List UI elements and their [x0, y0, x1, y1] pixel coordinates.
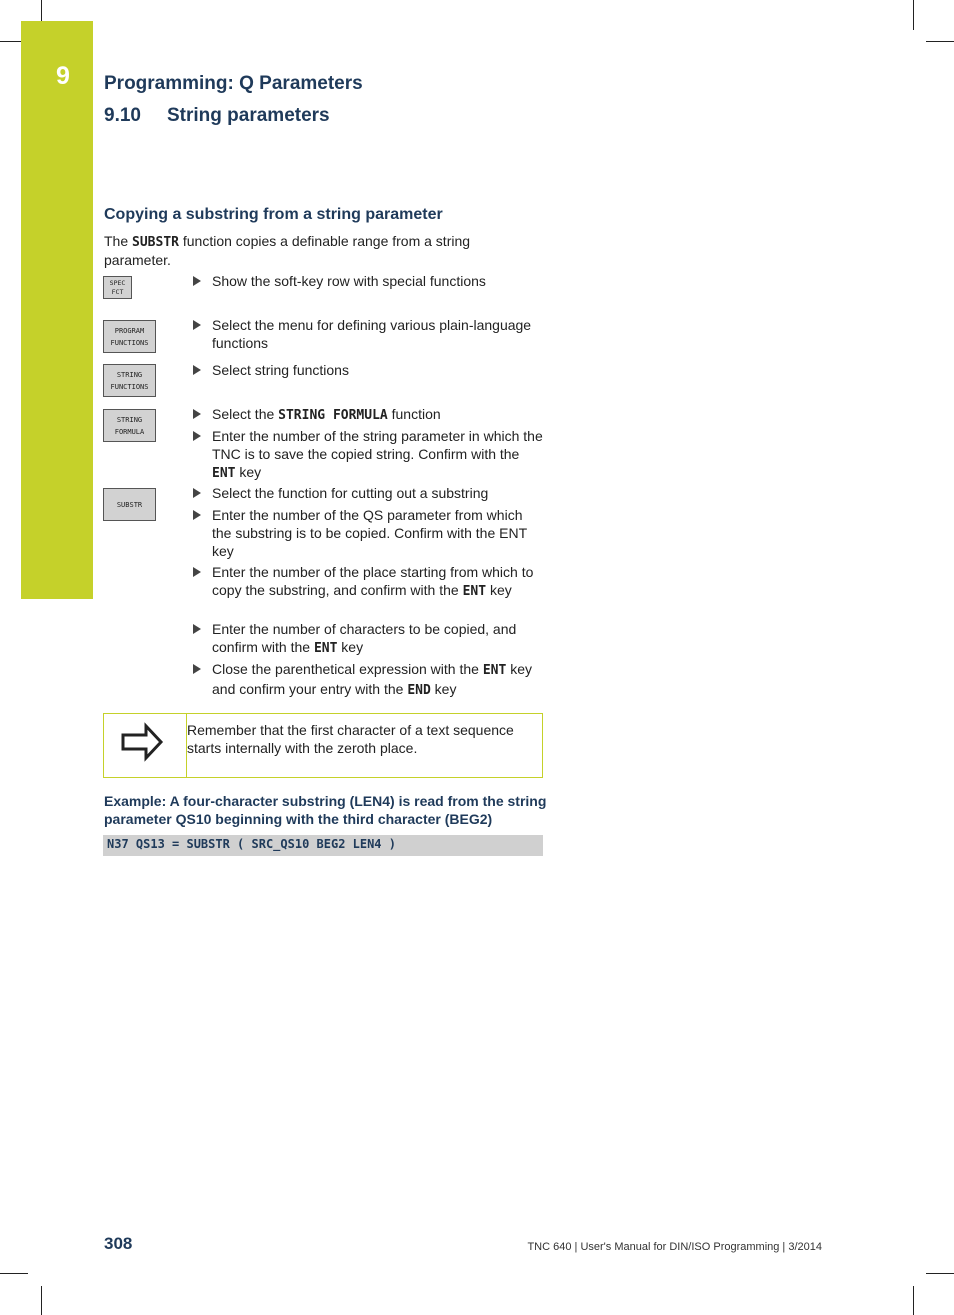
intro-text: The	[104, 233, 133, 249]
softkey-label: FCT	[111, 287, 124, 296]
step-item	[193, 484, 543, 502]
triangle-bullet-icon	[193, 276, 201, 286]
step-text	[212, 563, 543, 601]
example-title: Example: A four-character substring (LEN4) is read from the string parameter QS10 beginning with the third character (BEG2)	[104, 793, 547, 827]
page-heading: Copying a substring from a string parameter	[104, 206, 443, 223]
step-item	[193, 563, 543, 601]
softkey-string-formula[interactable]	[103, 409, 156, 442]
step-item	[193, 427, 543, 483]
step-item	[193, 405, 543, 425]
crop-mark	[0, 41, 21, 42]
triangle-bullet-icon	[193, 320, 201, 330]
note-text: Remember that the first character of a text sequence starts internally with the zeroth place.	[187, 722, 514, 756]
softkey-substr[interactable]	[103, 488, 156, 521]
section-title	[104, 105, 330, 127]
step-text-part: function	[387, 406, 441, 422]
softkey-label: SUBSTR	[116, 500, 143, 509]
step-text-part: key and confirm your entry with the	[212, 661, 532, 697]
step-code: ENT	[212, 466, 236, 481]
step-code: ENT	[482, 663, 507, 678]
step-item	[193, 361, 543, 379]
crop-mark	[41, 0, 42, 21]
step-text-part: key	[337, 639, 364, 655]
step-text	[212, 484, 543, 502]
step-item	[193, 660, 543, 700]
crop-mark	[913, 0, 914, 30]
softkey-program-functions[interactable]	[103, 320, 156, 353]
step-code: ENT	[462, 584, 487, 599]
step-text-part: Select the menu for defining various plain-language functions	[212, 317, 532, 351]
crop-mark	[926, 41, 954, 42]
step-text-part: Enter the number of characters to be copied, and confirm with the	[212, 621, 517, 655]
chapter-title: Programming: Q Parameters	[104, 73, 363, 94]
intro-text: function copies a definable range from a string parameter.	[104, 233, 471, 268]
step-text	[212, 660, 543, 700]
step-text-part: Close the parenthetical expression with the	[212, 661, 483, 677]
triangle-bullet-icon	[193, 510, 201, 520]
step-text	[212, 316, 543, 352]
softkey-spec-fct[interactable]	[103, 276, 132, 299]
softkey-string-functions[interactable]	[103, 364, 156, 397]
step-code: END	[407, 683, 431, 698]
triangle-bullet-icon	[193, 431, 201, 441]
triangle-bullet-icon	[193, 365, 201, 375]
softkey-label: FORMULA	[114, 427, 145, 436]
step-text-part: Show the soft-key row with special functions	[212, 273, 486, 289]
triangle-bullet-icon	[193, 567, 201, 577]
step-text-part: key	[430, 681, 457, 697]
triangle-bullet-icon	[193, 624, 201, 634]
note-box	[103, 713, 543, 778]
crop-mark	[926, 1273, 954, 1274]
step-text	[212, 361, 543, 379]
step-text	[212, 427, 543, 483]
softkey-label: FUNCTIONS	[110, 338, 149, 347]
intro-paragraph	[104, 233, 524, 269]
page-number: 308	[104, 1234, 133, 1253]
step-text-part: key	[235, 464, 262, 480]
step-item	[193, 506, 543, 560]
chapter-sidebar	[21, 21, 93, 599]
softkey-label: FUNCTIONS	[110, 382, 149, 391]
crop-mark	[913, 1286, 914, 1315]
step-text	[212, 620, 543, 658]
section-name: String parameters	[167, 105, 330, 126]
step-item	[193, 620, 543, 658]
arrow-right-icon	[120, 722, 164, 762]
step-text-part: Select the	[212, 406, 279, 422]
step-text	[212, 272, 543, 290]
step-item	[193, 272, 543, 290]
step-code: ENT	[313, 641, 338, 656]
step-text-part: Select string functions	[212, 362, 349, 378]
step-text	[212, 405, 543, 425]
code-block: N37 QS13 = SUBSTR ( SRC_QS10 BEG2 LEN4 )	[103, 835, 543, 856]
triangle-bullet-icon	[193, 409, 201, 419]
step-text-part: Select the function for cutting out a substring	[212, 485, 489, 501]
softkey-label: STRING	[116, 415, 143, 424]
softkey-label: STRING	[116, 370, 143, 379]
triangle-bullet-icon	[193, 488, 201, 498]
step-text-part: Enter the number of the string parameter in which the TNC is to save the copied string. Confirm with the	[212, 428, 543, 462]
step-text-part: Enter the number of the place starting from which to copy the substring, and confirm with the	[212, 564, 534, 598]
step-text-part: key	[486, 582, 512, 598]
softkey-label: PROGRAM	[114, 326, 145, 335]
step-text	[212, 506, 543, 560]
triangle-bullet-icon	[193, 664, 201, 674]
section-number: 9.10	[104, 105, 141, 126]
footer-text: TNC 640 | User's Manual for DIN/ISO Programming | 3/2014	[527, 1241, 822, 1253]
intro-code: SUBSTR	[132, 235, 179, 250]
step-text-part: Enter the number of the QS parameter from which the substring is to be copied. Confirm with the ENT key	[212, 507, 527, 559]
chapter-number: 9	[56, 62, 70, 90]
softkey-label: SPEC	[109, 278, 126, 287]
crop-mark	[0, 1273, 28, 1274]
step-item	[193, 316, 543, 352]
crop-mark	[41, 1286, 42, 1315]
step-code: STRING FORMULA	[278, 408, 388, 423]
